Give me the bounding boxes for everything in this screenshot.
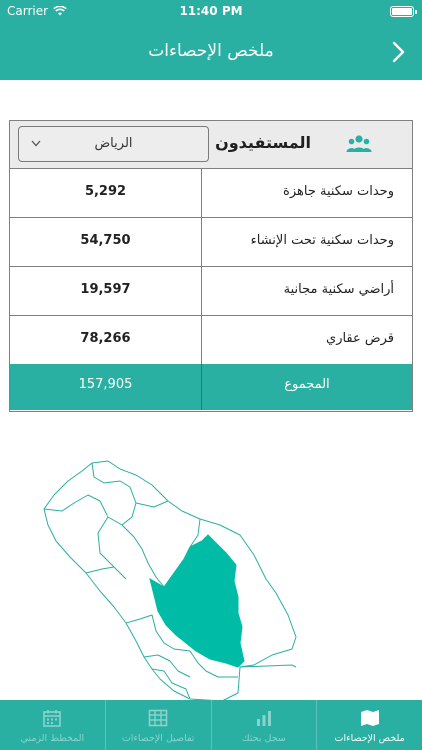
stats-header-row [10,121,412,169]
tab-label: المخطط الزمني [20,733,85,744]
row-label-cell [201,169,412,217]
row-value-cell [10,316,201,364]
nav-bar [0,22,422,80]
tab-label: تفاصيل الإحصاءات [121,733,195,744]
total-label-cell [201,364,412,410]
row-label: أراضي سكنية مجانية [283,282,394,297]
total-value: 157,905 [78,377,133,392]
row-label-cell [201,267,412,315]
people-icon [346,133,372,155]
row-value-cell [10,169,201,217]
table-row [10,169,412,218]
tab-label: سجل بحثك [241,733,286,744]
regions-map[interactable] [40,455,390,705]
table-row [10,316,412,365]
status-time: 11:40 PM [179,4,243,18]
status-bar [0,0,422,22]
table-row [10,267,412,316]
tab-statistics-summary[interactable] [316,700,422,750]
tab-label: ملخص الإحصاءات [334,733,405,744]
tab-timeline[interactable] [0,700,105,750]
chevron-down-icon [31,140,41,147]
row-label-cell [201,218,412,266]
region-select-value: الرياض [94,136,133,151]
tab-statistics-details[interactable] [105,700,211,750]
row-value: 19,597 [80,282,131,297]
tab-search-history[interactable] [211,700,317,750]
stats-table [9,120,413,412]
row-value-cell [10,267,201,315]
row-value: 54,750 [80,233,131,248]
carrier-label: Carrier [7,4,49,18]
tab-bar [0,700,422,750]
row-label: وحدات سكنية تحت الإنشاء [250,233,394,248]
row-value: 5,292 [84,184,127,199]
table-icon [148,709,168,727]
total-row [10,364,412,410]
region-select[interactable] [18,126,209,162]
total-label: المجموع [284,377,330,392]
beneficiaries-label: المستفيدون [215,133,311,152]
chevron-right-back-icon[interactable] [388,40,408,64]
battery-icon [390,6,414,17]
calendar-icon [42,709,62,727]
row-label: وحدات سكنية جاهزة [283,184,394,199]
page-title: ملخص الإحصاءات [148,41,274,61]
map-icon [360,709,380,727]
bar-chart-icon [254,709,274,727]
table-row [10,218,412,267]
row-label: قرض عقاري [326,331,394,346]
row-label-cell [201,316,412,364]
row-value-cell [10,218,201,266]
row-value: 78,266 [80,331,131,346]
